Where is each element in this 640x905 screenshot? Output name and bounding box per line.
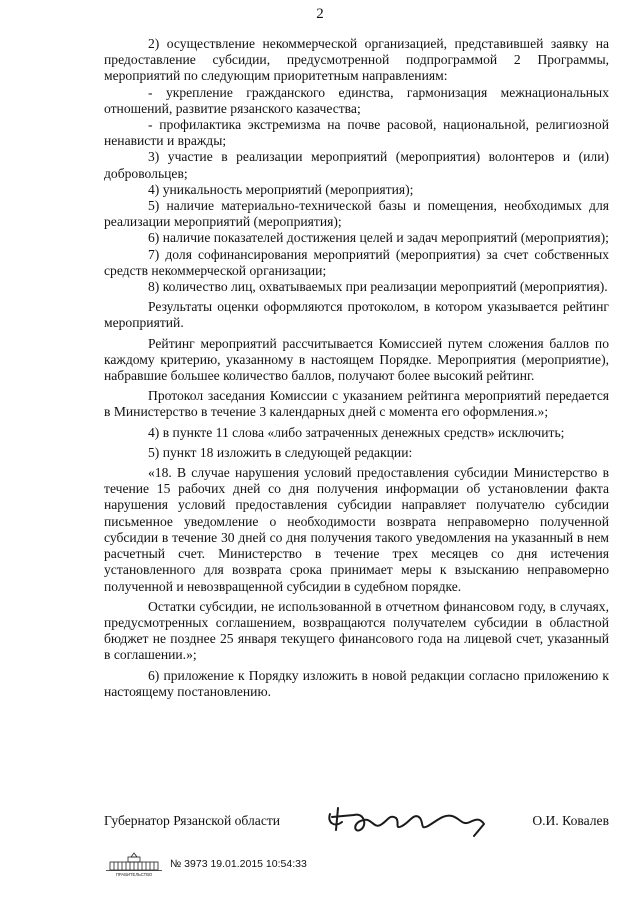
document-registration-number: № 3973 19.01.2015 10:54:33 (170, 858, 307, 870)
paragraph-protocol: Протокол заседания Комиссии с указанием рейтинга мероприятий передается в Министерство в течение 3 календарных дней с момента его оформления.»; (104, 388, 609, 420)
paragraph-subsidy-remainder: Остатки субсидии, не использованной в отчетном финансовом году, в случаях, предусмотренных соглашением, возвращаются получателем субсидии в областной бюджет не позднее 25 января текущего финансового года на лицевой счет, указанный в соглашении.»; (104, 598, 609, 663)
paragraph-appendix: 6) приложение к Порядку изложить в новой редакции согласно приложению к настоящему постановлению. (104, 667, 609, 699)
paragraph-bullet-extremism: - профилактика экстремизма на почве расовой, национальной, религиозной ненависти и вражды; (104, 117, 609, 149)
paragraph-amend-point-11: 4) в пункте 11 слова «либо затраченных денежных средств» исключить; (148, 424, 565, 440)
handwritten-signature (324, 800, 494, 840)
paragraph-item-5: 5) наличие материально-технической базы и помещения, необходимых для реализации мероприятий (мероприятия); (104, 198, 609, 230)
footer-logo-caption: ПРАВИТЕЛЬСТВО (115, 872, 153, 877)
paragraph-rating: Рейтинг мероприятий рассчитывается Комиссией путем сложения баллов по каждому критерию, указанному в настоящем Порядке. Мероприятия (мероприятие), набравшие большее количество баллов, получают более высокий рейтинг. (104, 335, 609, 384)
paragraph-amend-point-18: 5) пункт 18 изложить в следующей редакции: (148, 444, 413, 460)
paragraph-point-18-text: «18. В случае нарушения условий предоставления субсидии Министерство в течение 15 рабочих дней со дня получения информации об установлении факта нарушения условий предоставления субсидии направляет получателю субсидии письменное уведомление о необходимости возврата неправомерно полученной субсидии в течение 30 дней со дня получения такого уведомления на указанный в нем расчетный счет. Министерство в течение трех месяцев со дня истечения установленного для возврата срока принимает меры к взысканию неправомерно полученной и невозвращенной субсидии в судебном порядке. (104, 465, 609, 594)
signer-title: Губернатор Рязанской области (104, 813, 281, 828)
paragraph-results: Результаты оценки оформляются протоколом, в котором указывается рейтинг мероприятий. (104, 299, 609, 331)
paragraph-item-3: 3) участие в реализации мероприятий (мероприятия) волонтеров и (или) добровольцев; (104, 149, 609, 181)
paragraph-item-8: 8) количество лиц, охватываемых при реализации мероприятий (мероприятия). (148, 279, 608, 295)
signature-block (104, 800, 609, 840)
paragraph-item-7: 7) доля софинансирования мероприятий (мероприятия) за счет собственных средств некоммерческой организации; (104, 246, 609, 278)
paragraph-bullet-civil-unity: - укрепление гражданского единства, гармонизация межнациональных отношений, развитие рязанского казачества; (104, 84, 609, 116)
signer-name: О.И. Ковалев (532, 813, 609, 828)
paragraph-item-4: 4) уникальность мероприятий (мероприятия); (148, 181, 414, 197)
document-body (104, 36, 609, 700)
paragraph-item-6: 6) наличие показателей достижения целей и задач мероприятий (мероприятия); (148, 230, 609, 246)
paragraph-item-2: 2) осуществление некоммерческой организацией, представившей заявку на предоставление субсидии, предусмотренной подпрограммой 2 Программы, мероприятий по следующим приоритетным направлениям: (104, 36, 609, 84)
government-building-logo (104, 851, 164, 877)
page-number: 2 (316, 6, 324, 22)
